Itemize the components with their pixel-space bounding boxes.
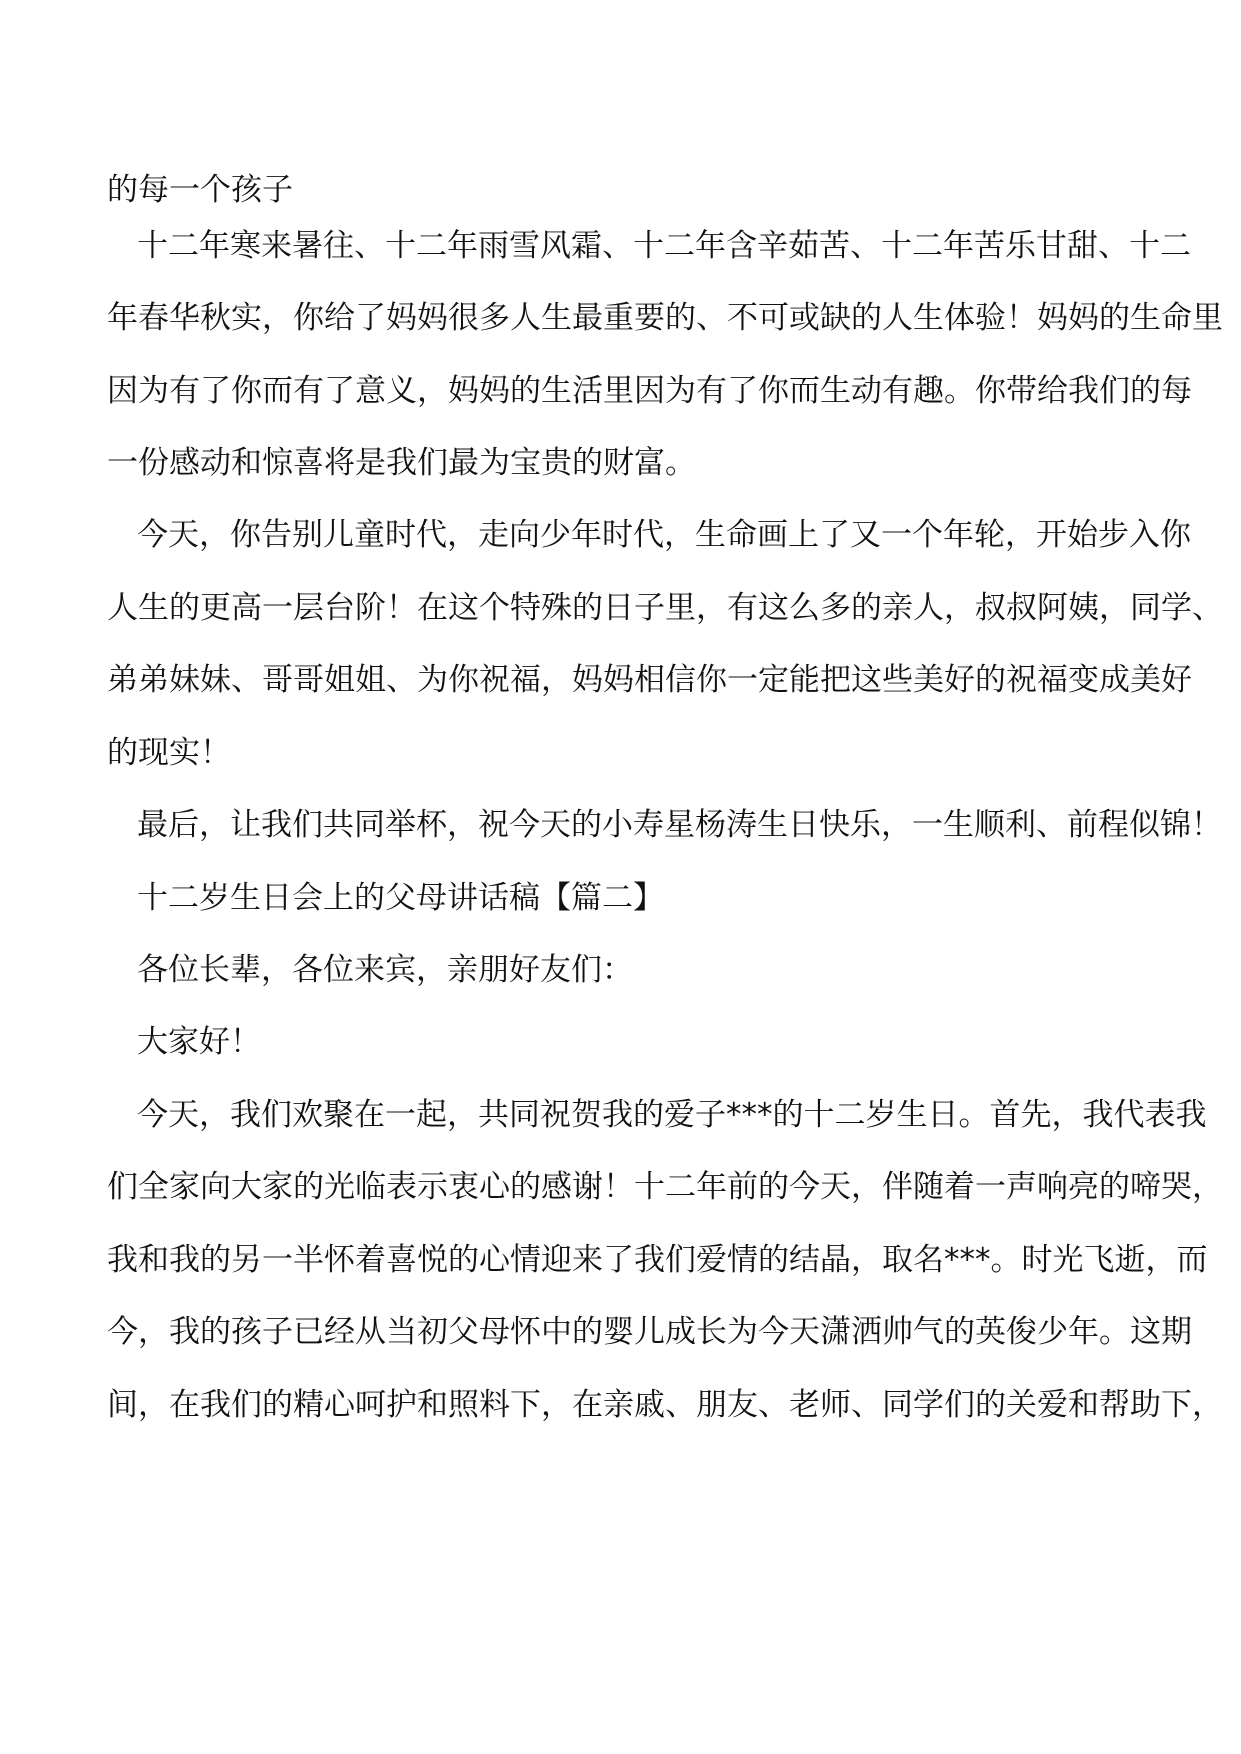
- text-line: 们全家向大家的光临表示衷心的感谢！十二年前的今天，伴随着一声响亮的啼哭，: [107, 1169, 1223, 1205]
- text-line: 最后，让我们共同举杯，祝今天的小寿星杨涛生日快乐，一生顺利、前程似锦！: [137, 807, 1222, 843]
- text-line: 年春华秋实，你给了妈妈很多人生最重要的、不可或缺的人生体验！妈妈的生命里: [107, 300, 1223, 336]
- greeting: 大家好！: [137, 1024, 261, 1060]
- text-line: 十二年寒来暑往、十二年雨雪风霜、十二年含辛茹苦、十二年苦乐甘甜、十二: [137, 228, 1191, 264]
- text-line: 的现实！: [107, 735, 231, 771]
- text-line: 的每一个孩子: [107, 172, 293, 208]
- text-line: 今，我的孩子已经从当初父母怀中的婴儿成长为今天潇洒帅气的英俊少年。这期: [107, 1314, 1192, 1350]
- text-line: 今天，你告别儿童时代，走向少年时代，生命画上了又一个年轮，开始步入你: [137, 517, 1191, 553]
- text-line: 弟弟妹妹、哥哥姐姐、为你祝福，妈妈相信你一定能把这些美好的祝福变成美好: [107, 662, 1192, 698]
- text-line: 间，在我们的精心呵护和照料下，在亲戚、朋友、老师、同学们的关爱和帮助下，: [107, 1387, 1223, 1423]
- salutation: 各位长辈，各位来宾，亲朋好友们：: [137, 952, 633, 988]
- text-line: 因为有了你而有了意义，妈妈的生活里因为有了你而生动有趣。你带给我们的每: [107, 373, 1192, 409]
- text-line: 一份感动和惊喜将是我们最为宝贵的财富。: [107, 445, 696, 481]
- text-line: 今天，我们欢聚在一起，共同祝贺我的爱子***的十二岁生日。首先，我代表我: [137, 1097, 1207, 1133]
- text-line: 人生的更高一层台阶！在这个特殊的日子里，有这么多的亲人，叔叔阿姨，同学、: [107, 590, 1223, 626]
- text-line: 我和我的另一半怀着喜悦的心情迎来了我们爱情的结晶，取名***。时光飞逝，而: [107, 1242, 1208, 1278]
- section-heading: 十二岁生日会上的父母讲话稿【篇二】: [137, 880, 664, 916]
